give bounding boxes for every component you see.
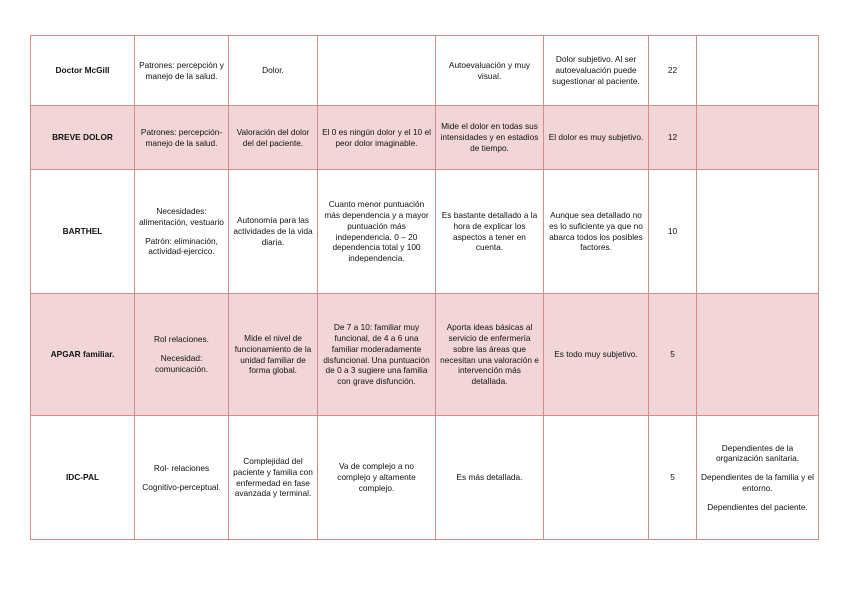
table-row xyxy=(31,170,819,294)
notes-cell xyxy=(697,170,819,294)
pattern-text: Necesidad: comunicación. xyxy=(154,353,209,374)
purpose-cell: Dolor. xyxy=(229,36,318,106)
score-cell: 22 xyxy=(649,36,697,106)
pattern-cell xyxy=(135,170,229,294)
score-cell: 12 xyxy=(649,106,697,170)
scale-name-cell: APGAR familiar. xyxy=(31,294,135,416)
scale-name-cell: IDC-PAL xyxy=(31,416,135,540)
table-row xyxy=(31,106,819,170)
score-cell: 5 xyxy=(649,294,697,416)
pattern-text: Necesidades: alimentación, vestuario xyxy=(139,205,224,227)
pattern-cell xyxy=(135,36,229,106)
pattern-cell xyxy=(135,416,229,540)
disadvantage-cell: Aunque sea detallado no es lo suficiente ya que no abarca todos los posibles factores. xyxy=(544,170,649,294)
pattern-text: Patrones: percepción-manejo de la salud. xyxy=(140,126,223,148)
advantage-cell: Es más detallada. xyxy=(436,416,544,540)
scale-name-cell: Doctor McGill xyxy=(31,36,135,106)
pattern-text: Cognitivo-perceptual. xyxy=(142,481,221,492)
assessment-table xyxy=(30,35,819,540)
notes-cell xyxy=(697,294,819,416)
purpose-cell: Complejidad del paciente y familia con enfermedad en fase avanzada y terminal. xyxy=(229,416,318,540)
advantage-cell: Autoevaluación y muy visual. xyxy=(436,36,544,106)
scoring-cell: Va de complejo a no complejo y altamente complejo. xyxy=(318,416,436,540)
notes-text: Dependientes de la familia y el entorno. xyxy=(701,472,814,493)
table-row xyxy=(31,36,819,106)
disadvantage-cell xyxy=(544,416,649,540)
notes-text: Dependientes del paciente. xyxy=(707,501,808,512)
advantage-cell: Mide el dolor en todas sus intensidades y en estadios de tiempo. xyxy=(436,106,544,170)
pattern-cell xyxy=(135,106,229,170)
advantage-cell: Aporta ideas básicas al servicio de enfermería sobre las áreas que necesitan una valoración e intervención más detallada. xyxy=(436,294,544,416)
purpose-cell: Autonomía para las actividades de la vida diaria. xyxy=(229,170,318,294)
scoring-cell: Cuanto menor puntuación más dependencia y a mayor puntuación más independencia. 0 – 20 dependencia total y 100 independencia. xyxy=(318,170,436,294)
scale-name-cell: BREVE DOLOR xyxy=(31,106,135,170)
disadvantage-cell: Es todo muy subjetivo. xyxy=(544,294,649,416)
scale-name-cell: BARTHEL xyxy=(31,170,135,294)
score-cell: 10 xyxy=(649,170,697,294)
disadvantage-cell: Dolor subjetivo. Al ser autoevaluación puede sugestionar al paciente. xyxy=(544,36,649,106)
scoring-cell: De 7 a 10: familiar muy funcional, de 4 a 6 una familiar moderadamente disfuncional. Una puntuación de 0 a 3 sugiere una familia con grave disfunción. xyxy=(318,294,436,416)
purpose-cell: Valoración del dolor del del paciente. xyxy=(229,106,318,170)
scoring-cell: El 0 es ningún dolor y el 10 el peor dolor imaginable. xyxy=(318,106,436,170)
table-row xyxy=(31,294,819,416)
notes-cell xyxy=(697,36,819,106)
pattern-text: Rol relaciones. xyxy=(154,334,209,345)
disadvantage-cell: El dolor es muy subjetivo. xyxy=(544,106,649,170)
purpose-cell: Mide el nivel de funcionamiento de la unidad familiar de forma global. xyxy=(229,294,318,416)
notes-text: Dependientes de la organización sanitaria. xyxy=(715,442,800,464)
table-row xyxy=(31,416,819,540)
score-cell: 5 xyxy=(649,416,697,540)
pattern-text: Rol- relaciones xyxy=(153,462,210,473)
advantage-cell: Es bastante detallado a la hora de explicar los aspectos a tener en cuenta. xyxy=(436,170,544,294)
pattern-cell xyxy=(135,294,229,416)
pattern-text: Patrones: percepción y manejo de la salud. xyxy=(139,59,224,81)
notes-cell xyxy=(697,106,819,170)
pattern-text: Patrón: eliminación, actividad-ejercico. xyxy=(145,235,218,257)
scoring-cell xyxy=(318,36,436,106)
notes-cell xyxy=(697,416,819,540)
